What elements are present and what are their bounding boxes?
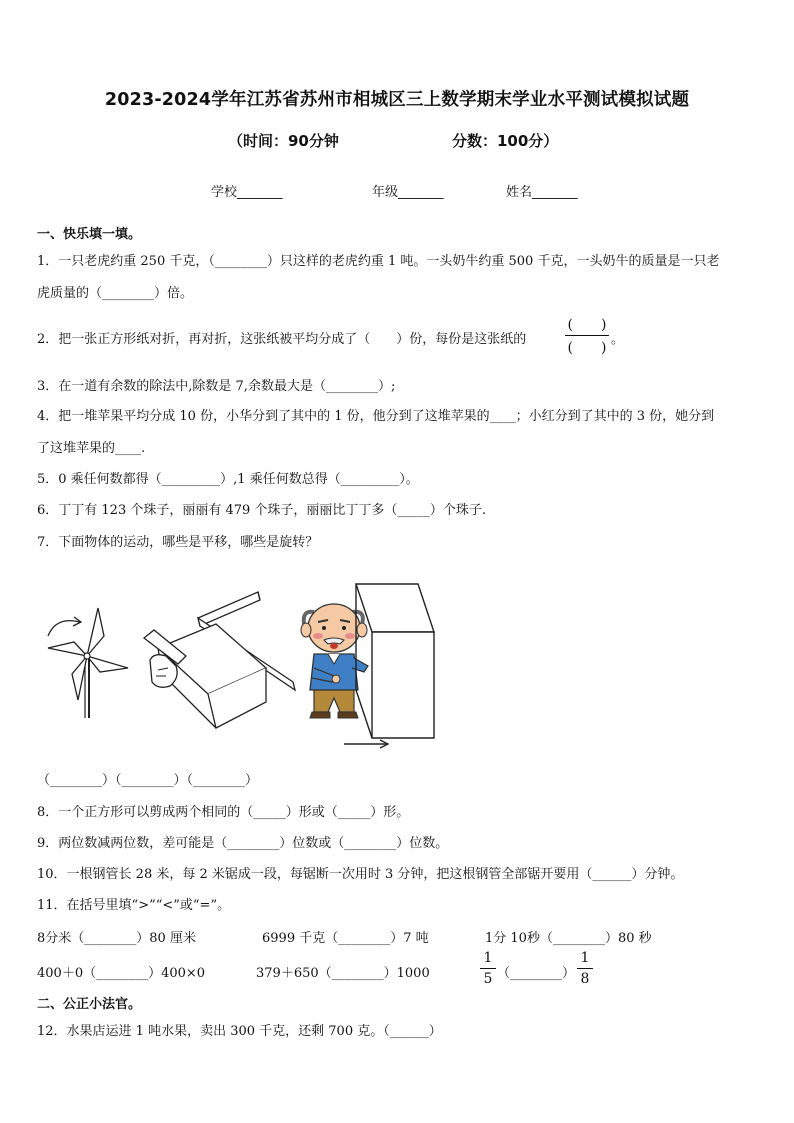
question-11: 11．在括号里填“>”“<”或“=”。 xyxy=(37,898,231,913)
question-9: 9．两位数减两位数，差可能是（________）位数或（________）位数。 xyxy=(37,836,449,851)
question-12: 12．水果店运进 1 吨水果，卖出 300 千克，还剩 700 克。（______） xyxy=(37,1024,442,1039)
question-2-fraction xyxy=(565,314,609,357)
question-6: 6．丁丁有 123 个珠子，丽丽有 479 个珠子，丽丽比丁丁多（_____）个珠子. xyxy=(37,503,487,518)
school-field: 学校_______ xyxy=(211,185,283,200)
fraction-bar xyxy=(480,968,496,969)
fraction-numerator: 1 xyxy=(580,950,590,966)
section-heading-1: 一、快乐填一填。 xyxy=(37,227,142,242)
page-title: 2023-2024学年江苏省苏州市相城区三上数学期末学业水平测试模拟试题 xyxy=(104,90,690,110)
compare-item-f-blank: （________） xyxy=(497,966,576,981)
question-7: 7．下面物体的运动，哪些是平移，哪些是旋转？ xyxy=(37,535,319,550)
name-field: 姓名_______ xyxy=(506,185,578,200)
cabinet-illustration xyxy=(340,580,438,752)
fraction-denominator: ( ) xyxy=(567,340,607,356)
fraction-denominator: 8 xyxy=(580,971,590,987)
drawer-illustration xyxy=(132,590,298,730)
fraction-denominator: 5 xyxy=(483,971,493,987)
pinwheel-illustration xyxy=(40,606,134,722)
grade-field: 年级_______ xyxy=(372,185,444,200)
question-1-line-2: 虎质量的（________）倍。 xyxy=(37,286,194,301)
compare-item-c: 1分 10秒（________）80 秒 xyxy=(485,931,652,946)
question-2: 2．把一张正方形纸对折，再对折，这张纸被平均分成了（ ）份，每份是这张纸的 xyxy=(37,332,527,347)
compare-item-a: 8分米（________）80 厘米 xyxy=(37,931,196,946)
question-1-line-1: 1．一只老虎约重 250 千克，（________）只这样的老虎约重 1 吨。一头奶牛约重 500 千克，一头奶牛的质量是一只老 xyxy=(37,254,720,269)
question-3: 3．在一道有余数的除法中,除数是 7,余数最大是（________）; xyxy=(37,379,396,394)
compare-item-e: 379＋650（________）1000 xyxy=(256,966,430,981)
compare-item-d: 400＋0（________）400×0 xyxy=(37,966,206,981)
compare-item-b: 6999 千克（________）7 吨 xyxy=(262,931,429,946)
question-2-end: 。 xyxy=(611,332,625,347)
question-4-line-2: 了这堆苹果的____. xyxy=(37,441,146,456)
question-4-line-1: 4．把一堆苹果平均分成 10 份，小华分到了其中的 1 份，他分到了这堆苹果的____；小红分到了其中的 3 份，她分到 xyxy=(37,409,715,424)
question-5: 5．0 乘任何数都得（_________）,1 乘任何数总得（_________）。 xyxy=(37,472,419,487)
question-8: 8．一个正方形可以剪成两个相同的（_____）形或（_____）形。 xyxy=(37,805,410,820)
fraction-one-fifth xyxy=(480,950,496,987)
fraction-bar xyxy=(577,968,593,969)
question-7-answers: （________）（________）（________） xyxy=(37,773,259,788)
fraction-numerator: ( ) xyxy=(567,317,607,333)
fraction-one-eighth xyxy=(577,950,593,987)
exam-time: （时间：90分钟 xyxy=(228,132,339,150)
fraction-numerator: 1 xyxy=(483,950,493,966)
exam-score: 分数：100分） xyxy=(452,132,559,150)
fraction-bar xyxy=(565,335,609,336)
question-10: 10．一根钢管长 28 米，每 2 米锯成一段，每锯断一次用时 3 分钟，把这根钢管全部锯开要用（______）分钟。 xyxy=(37,867,684,882)
section-heading-2: 二、公正小法官。 xyxy=(37,997,142,1012)
